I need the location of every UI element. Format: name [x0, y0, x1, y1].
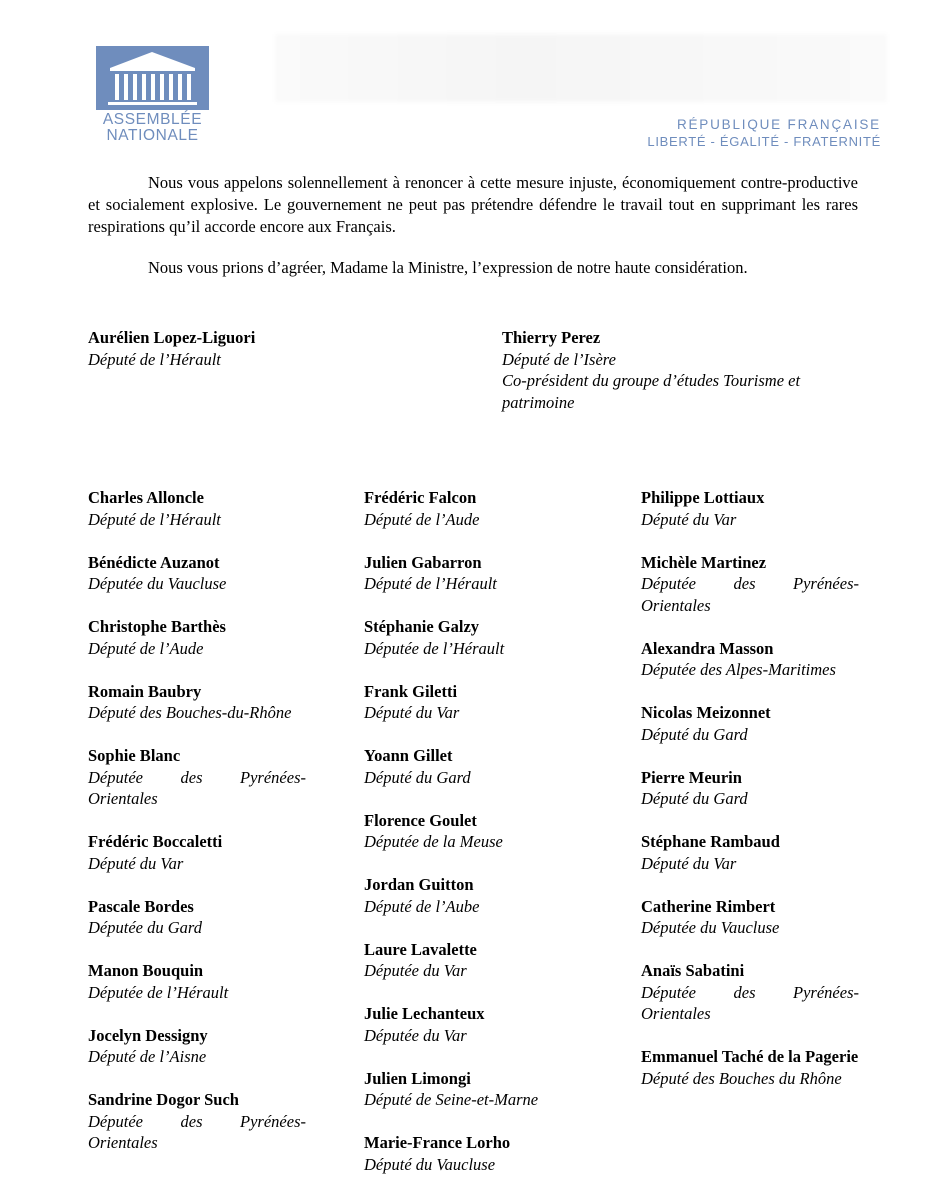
signatory-entry	[364, 939, 574, 982]
signatory-entry	[641, 831, 859, 874]
signatory-entry	[364, 552, 574, 595]
signatory-name: Stéphane Rambaud	[641, 832, 780, 851]
signatory-name: Florence Goulet	[364, 810, 477, 830]
signatory-role: Députée du Var	[364, 1025, 467, 1045]
signatory-name: Julien Limongi	[364, 1068, 471, 1088]
signatory-entry	[88, 1025, 306, 1068]
signatory-name: Sandrine Dogor Such	[88, 1090, 239, 1109]
signatory-role: Députée des Pyrénées-Orientales	[641, 982, 859, 1023]
signatory-name: Frank Giletti	[364, 681, 458, 701]
signatory-name: Emmanuel Taché de la Pagerie	[641, 1047, 859, 1066]
signatory-role: Député du Var	[641, 853, 737, 873]
signatory-entry	[641, 896, 859, 939]
signatory-name: Stéphanie Galzy	[364, 617, 480, 636]
body-paragraph-1: Nous vous appelons solennellement à renoncer à cette mesure injuste, économiquement contre-productive et socialement explosive. Le gouvernement ne peut pas prétendre défendre le travail tout en supprimant les rares respirations qu’il accorde encore aux Français.	[88, 173, 858, 236]
logo-wordmark	[96, 112, 209, 144]
signatory-role: Député du Vaucluse	[364, 1154, 496, 1174]
signatory-role: Député du Var	[88, 853, 184, 873]
signatory-entry	[641, 638, 859, 681]
signatory-name: Catherine Rimbert	[641, 896, 776, 916]
hemicycle-icon	[96, 46, 209, 110]
signatory-entry	[88, 831, 306, 874]
signatories-column-2	[364, 487, 574, 1197]
signatory-role: Député de l’Hérault	[364, 574, 497, 593]
signatory-role: Député de l’Hérault	[88, 349, 221, 369]
signatory-role: Député des Bouches du Rhône	[641, 1068, 842, 1088]
signatory-role: Députée de l’Hérault	[364, 638, 505, 658]
signatory-entry	[88, 896, 306, 939]
signatory-name: Frédéric Boccaletti	[88, 832, 223, 851]
signatory-role: Députée des Pyrénées-Orientales	[88, 1111, 306, 1152]
signatory-name: Jocelyn Dessigny	[88, 1025, 208, 1045]
signatory-role: Député de l’Aube	[364, 896, 480, 916]
signatory-role: Député de l’Aude	[88, 638, 204, 658]
signatory-role: Député de l’Aude	[364, 509, 480, 529]
signatory-name: Bénédicte Auzanot	[88, 552, 220, 572]
signatory-role: Député de l’Aisne	[88, 1047, 207, 1066]
signatory-name: Charles Alloncle	[88, 488, 204, 507]
signatory-entry	[88, 1089, 306, 1154]
signatory-entry	[641, 1046, 859, 1089]
signatories-column-3	[641, 487, 859, 1111]
republique-francaise-mark	[647, 116, 881, 150]
signatory-name: Sophie Blanc	[88, 746, 181, 765]
signatory-role: Députée des Pyrénées-Orientales	[641, 574, 859, 615]
signatory-entry	[641, 552, 859, 617]
republique-label: RÉPUBLIQUE FRANÇAISE	[676, 117, 881, 132]
signatory-role: Députée du Var	[364, 961, 467, 980]
logo-line-1: ASSEMBLÉE	[102, 111, 203, 128]
devise-label: LIBERTÉ - ÉGALITÉ - FRATERNITÉ	[647, 134, 881, 149]
signatory-role: Députée des Pyrénées-Orientales	[88, 767, 306, 808]
signatory-entry	[641, 960, 859, 1025]
signatory-name: Anaïs Sabatini	[641, 961, 745, 980]
signatory-name: Philippe Lottiaux	[641, 488, 765, 507]
signatory-role: Député du Gard	[364, 767, 471, 787]
signatory-name: Yoann Gillet	[364, 746, 453, 765]
signatory-entry	[641, 487, 859, 530]
signatory-entry	[364, 616, 574, 659]
signatories-column-1	[88, 487, 306, 1175]
signatory-entry	[364, 745, 574, 788]
signatory-entry	[364, 1068, 574, 1111]
logo-line-2: NATIONALE	[106, 127, 199, 144]
assemblee-nationale-logo	[96, 46, 209, 110]
signatory-name: Jordan Guitton	[364, 875, 474, 894]
signatory-name: Julien Gabarron	[364, 552, 482, 572]
signatory-name: Laure Lavalette	[364, 939, 477, 959]
signatory-entry	[88, 552, 306, 595]
signatory-role: Député du Gard	[641, 789, 748, 808]
signatory-role: Députée des Alpes-Maritimes	[641, 660, 836, 679]
signatory-role: Député de Seine-et-Marne	[364, 1090, 539, 1109]
signatory-entry	[88, 487, 306, 530]
signatory-role: Député du Var	[641, 509, 737, 529]
signatory-name: Pascale Bordes	[88, 896, 194, 916]
signatory-name: Thierry Perez	[502, 328, 601, 347]
signatory-role: Député du Gard	[641, 724, 748, 744]
signatory-entry	[364, 681, 574, 724]
signatory-role: Députée de l’Hérault	[88, 982, 229, 1002]
signatory-entry	[641, 767, 859, 810]
signatory-name: Nicolas Meizonnet	[641, 703, 771, 722]
signatory-role: Député du Var	[364, 703, 460, 722]
signatory-role: Député de l’Hérault	[88, 509, 221, 529]
signatory-entry	[364, 487, 574, 530]
signatory-name: Julie Lechanteux	[364, 1004, 485, 1023]
signatory-name: Christophe Barthès	[88, 617, 226, 636]
signatory-name: Marie-France Lorho	[364, 1133, 511, 1152]
signatory-name: Aurélien Lopez-Liguori	[88, 328, 256, 347]
lead-signatory	[502, 327, 858, 413]
signatory-role: Député des Bouches-du-Rhône	[88, 703, 292, 722]
signatory-role: Députée de la Meuse	[364, 832, 503, 851]
signatory-entry	[88, 681, 306, 724]
signatory-name: Frédéric Falcon	[364, 488, 477, 507]
signatory-name: Alexandra Masson	[641, 638, 774, 658]
signatory-entry	[364, 1132, 574, 1175]
signatory-role-detail: Co-président du groupe d’études Tourisme et patrimoine	[502, 371, 801, 412]
signatory-entry	[364, 874, 574, 917]
signatory-name: Romain Baubry	[88, 681, 202, 701]
signatory-name: Manon Bouquin	[88, 961, 204, 980]
signatory-name: Michèle Martinez	[641, 552, 767, 572]
signatory-entry	[641, 702, 859, 745]
faded-letterhead-watermark	[275, 34, 887, 102]
signatory-role: Députée du Vaucluse	[641, 918, 780, 937]
signatory-role: Députée du Vaucluse	[88, 574, 227, 593]
closing-paragraph: Nous vous prions d’agréer, Madame la Ministre, l’expression de notre haute considération.	[148, 258, 748, 277]
signatory-role: Députée du Gard	[88, 918, 202, 937]
lead-signatory	[88, 327, 468, 370]
signatory-entry	[88, 745, 306, 810]
signatory-entry	[88, 616, 306, 659]
signatory-entry	[88, 960, 306, 1003]
signatory-role: Député de l’Isère	[502, 349, 616, 369]
signatory-name: Pierre Meurin	[641, 767, 742, 787]
signatory-entry	[364, 810, 574, 853]
signatory-entry	[364, 1003, 574, 1046]
